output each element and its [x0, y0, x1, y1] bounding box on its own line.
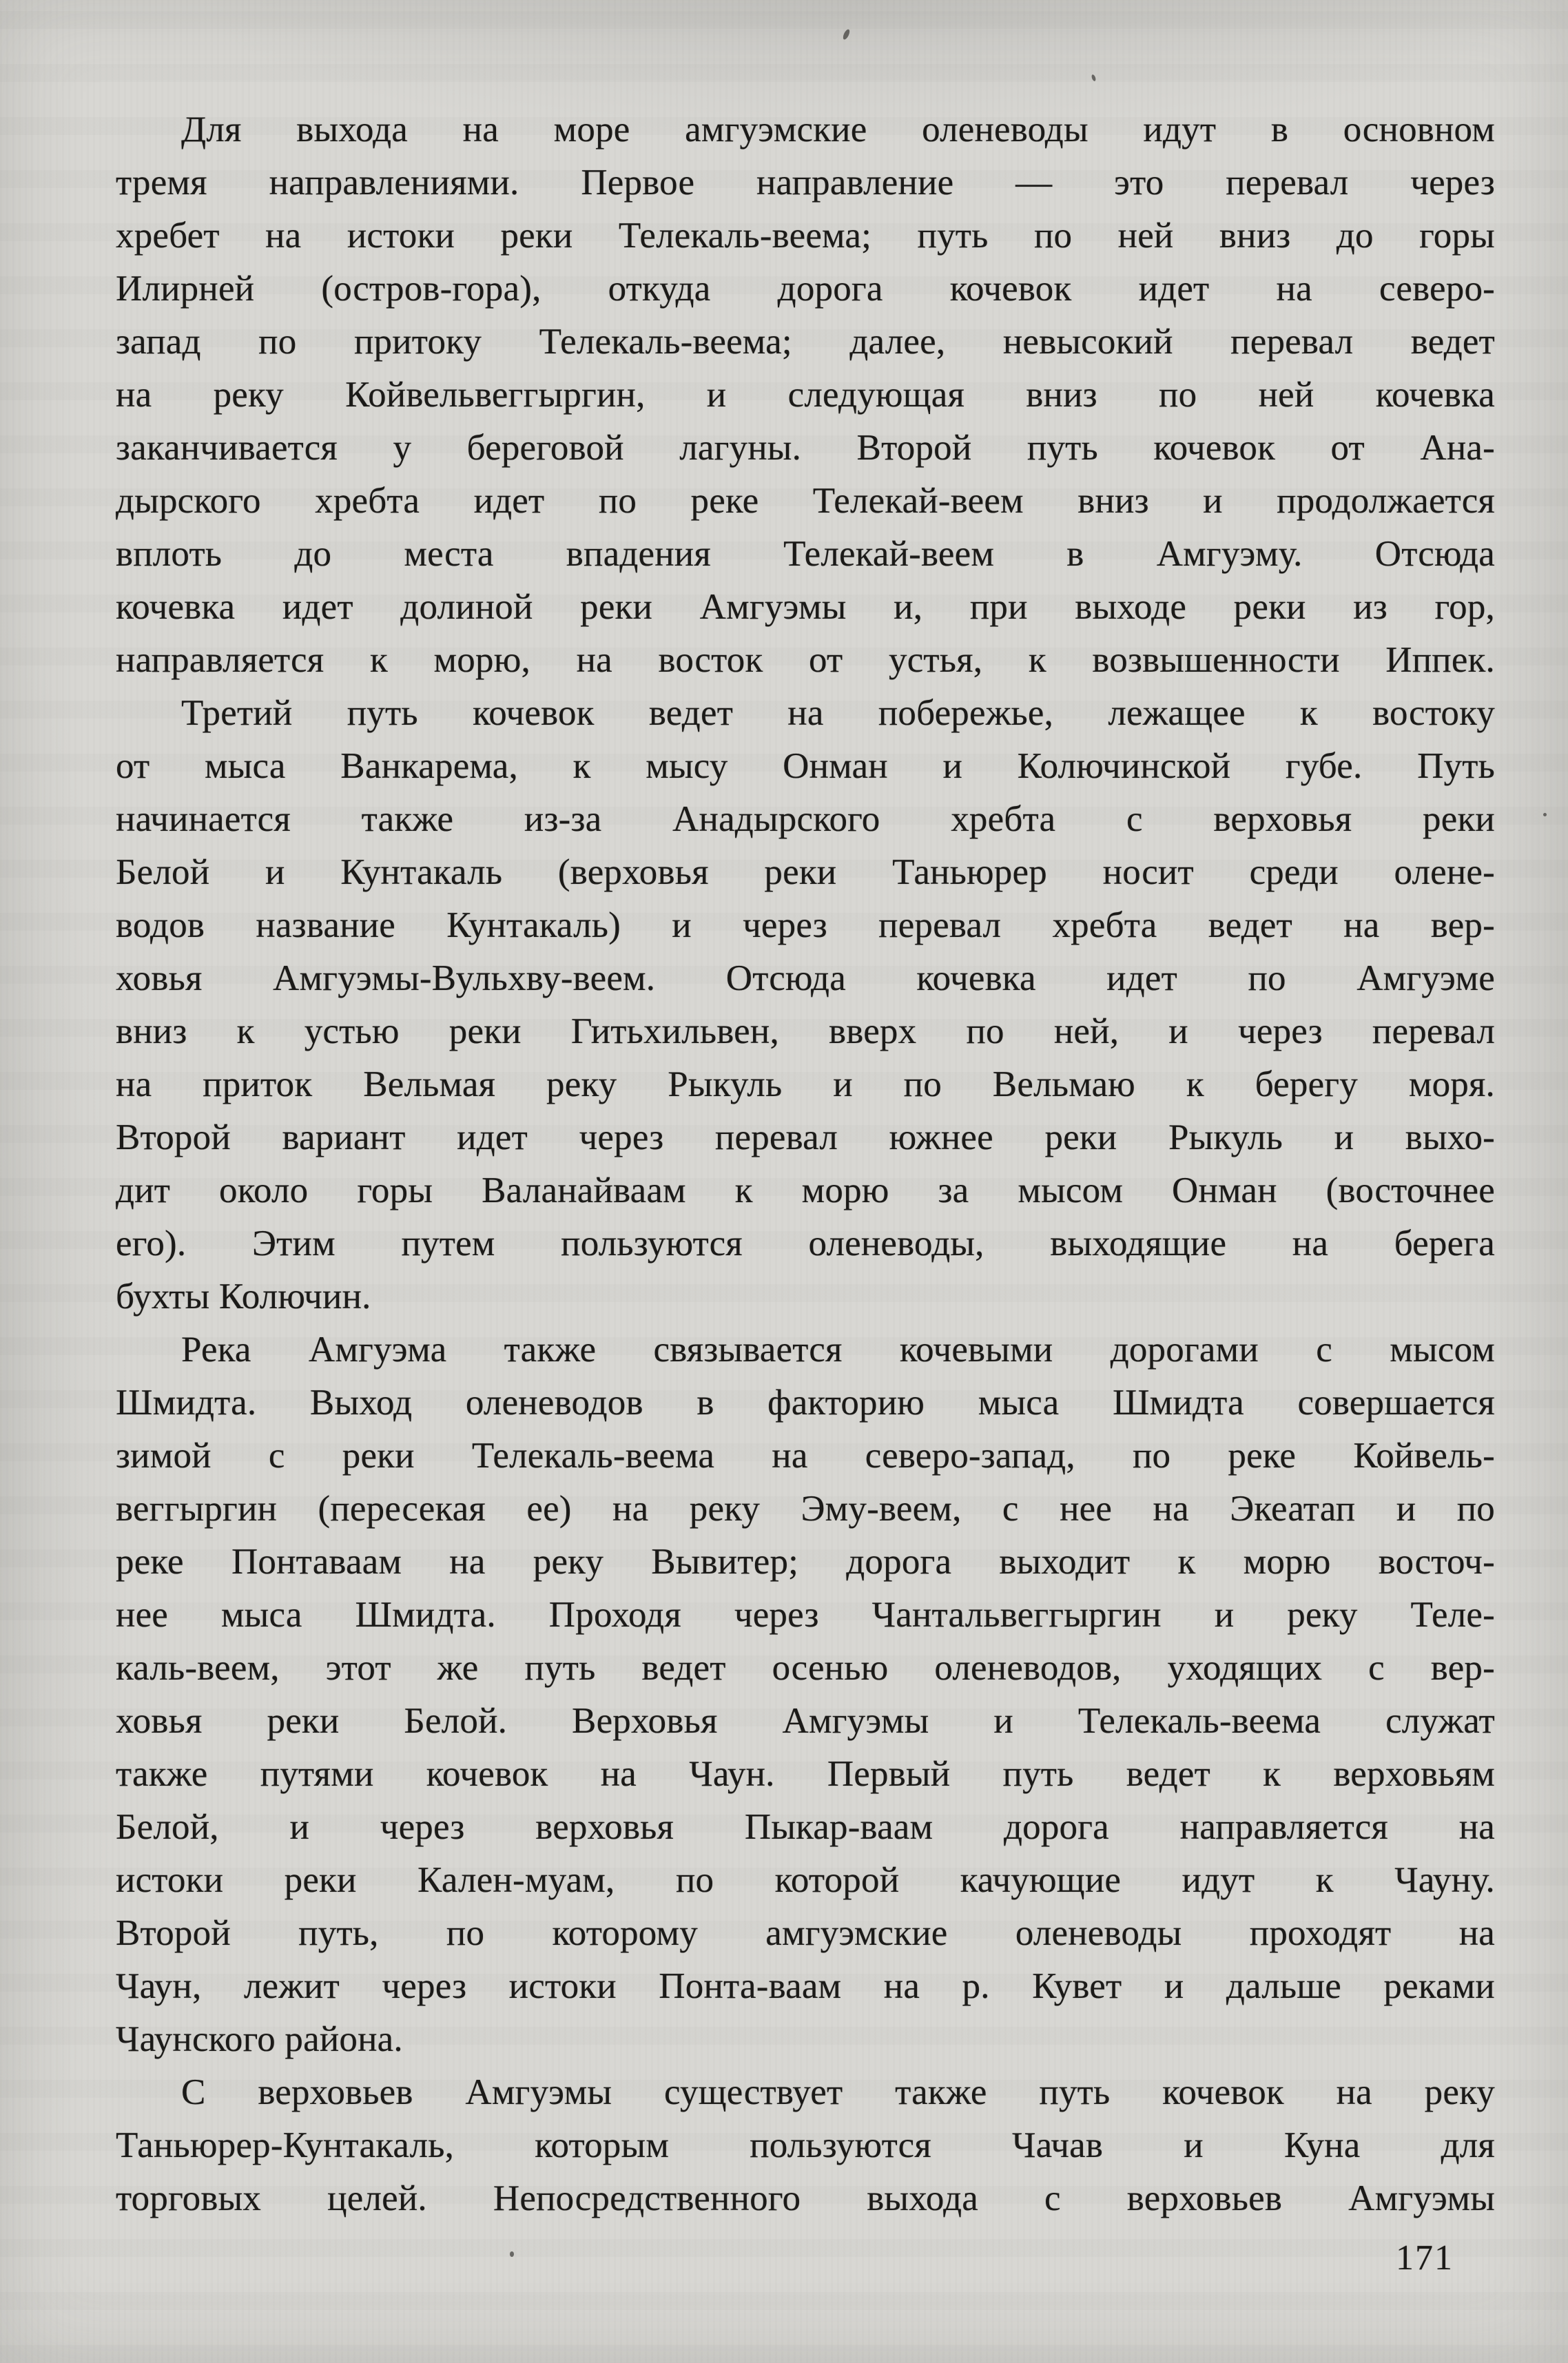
text-line: заканчивается у береговой лагуны. Второй путь кочевок от Ана-	[116, 428, 1495, 468]
text-line: Таньюрер-Кунтакаль, которым пользуются Чачав и Куна для	[116, 2125, 1495, 2165]
text-line: тремя направлениями. Первое направление — это перевал через	[116, 163, 1495, 203]
text-line: начинается также из-за Анадырского хребта с верховья реки	[116, 799, 1495, 839]
text-line: ховья реки Белой. Верховья Амгуэмы и Телекаль-веема служат	[116, 1701, 1495, 1741]
paragraph-1	[116, 103, 1495, 687]
text-line: нее мыса Шмидта. Проходя через Чантальвеггыргин и реку Теле-	[116, 1595, 1495, 1635]
text-line: на приток Вельмая реку Рыкуль и по Вельмаю к берегу моря.	[116, 1064, 1495, 1104]
text-line: дырского хребта идет по реке Телекай-веем вниз и продолжается	[116, 481, 1495, 521]
text-line: Чаун, лежит через истоки Понта-ваам на р. Кувет и дальше реками	[116, 1966, 1495, 2006]
text-line: ховья Амгуэмы-Вульхву-веем. Отсюда кочевка идет по Амгуэме	[116, 958, 1495, 998]
text-line: его). Этим путем пользуются оленеводы, выходящие на берега	[116, 1224, 1495, 1263]
text-line: Второй вариант идет через перевал южнее реки Рыкуль и выхо-	[116, 1117, 1495, 1157]
text-line: от мыса Ванкарема, к мысу Онман и Колючинской губе. Путь	[116, 746, 1495, 786]
text-line: Белой, и через верховья Пыкар-ваам дорога направляется на	[116, 1807, 1495, 1847]
text-line: истоки реки Кален-муам, по которой качующие идут к Чауну.	[116, 1860, 1495, 1900]
scan-speck	[842, 28, 851, 40]
text-line: вплоть до места впадения Телекай-веем в Амгуэму. Отсюда	[116, 534, 1495, 574]
text-line: дит около горы Валанайваам к морю за мысом Онман (восточнее	[116, 1170, 1495, 1210]
text-line: торговых целей. Непосредственного выхода с верховьев Амгуэмы	[116, 2178, 1495, 2218]
text-line: веггыргин (пересекая ее) на реку Эму-веем, с нее на Экеатап и по	[116, 1489, 1495, 1529]
text-line: Третий путь кочевок ведет на побережье, лежащее к востоку	[181, 693, 1495, 733]
text-line: зимой с реки Телекаль-веема на северо-запад, по реке Койвель-	[116, 1436, 1495, 1476]
page-text	[116, 103, 1495, 2225]
text-line: С верховьев Амгуэмы существует также путь кочевок на реку	[181, 2072, 1495, 2112]
text-line: направляется к морю, на восток от устья, к возвышенности Иппек.	[116, 640, 1495, 680]
text-line: запад по притоку Телекаль-веема; далее, невысокий перевал ведет	[116, 322, 1495, 362]
paragraph-3	[116, 1323, 1495, 2066]
scan-speck	[1091, 74, 1096, 81]
text-line: Река Амгуэма также связывается кочевыми дорогами с мысом	[181, 1330, 1495, 1370]
text-line: на реку Койвельвеггыргин, и следующая вниз по ней кочевка	[116, 375, 1495, 415]
text-line: также путями кочевок на Чаун. Первый путь ведет к верховьям	[116, 1754, 1495, 1794]
text-line: Шмидта. Выход оленеводов в факторию мыса Шмидта совершается	[116, 1383, 1495, 1423]
text-line: каль-веем, этот же путь ведет осенью оленеводов, уходящих с вер-	[116, 1648, 1495, 1688]
paragraph-2	[116, 687, 1495, 1323]
text-line: вниз к устью реки Гитьхильвен, вверх по ней, и через перевал	[116, 1011, 1495, 1051]
text-line: Второй путь, по которому амгуэмские оленеводы проходят на	[116, 1913, 1495, 1953]
text-line: водов название Кунтакаль) и через перевал хребта ведет на вер-	[116, 905, 1495, 945]
text-line: Белой и Кунтакаль (верховья реки Таньюрер носит среди олене-	[116, 852, 1495, 892]
scan-speck	[1543, 813, 1547, 816]
scan-speck	[510, 2251, 514, 2257]
text-line: Илирней (остров-гора), откуда дорога кочевок идет на северо-	[116, 269, 1495, 309]
paragraph-4	[116, 2066, 1495, 2225]
text-line: хребет на истоки реки Телекаль-веема; путь по ней вниз до горы	[116, 216, 1495, 256]
text-line: бухты Колючин.	[116, 1277, 371, 1317]
text-line: кочевка идет долиной реки Амгуэмы и, при выходе реки из гор,	[116, 587, 1495, 627]
text-line: Для выхода на море амгуэмские оленеводы идут в основном	[181, 110, 1495, 149]
page-number: 171	[1396, 2238, 1454, 2278]
text-line: Чаунского района.	[116, 2019, 403, 2059]
text-line: реке Понтаваам на реку Вывитер; дорога выходит к морю восточ-	[116, 1542, 1495, 1582]
